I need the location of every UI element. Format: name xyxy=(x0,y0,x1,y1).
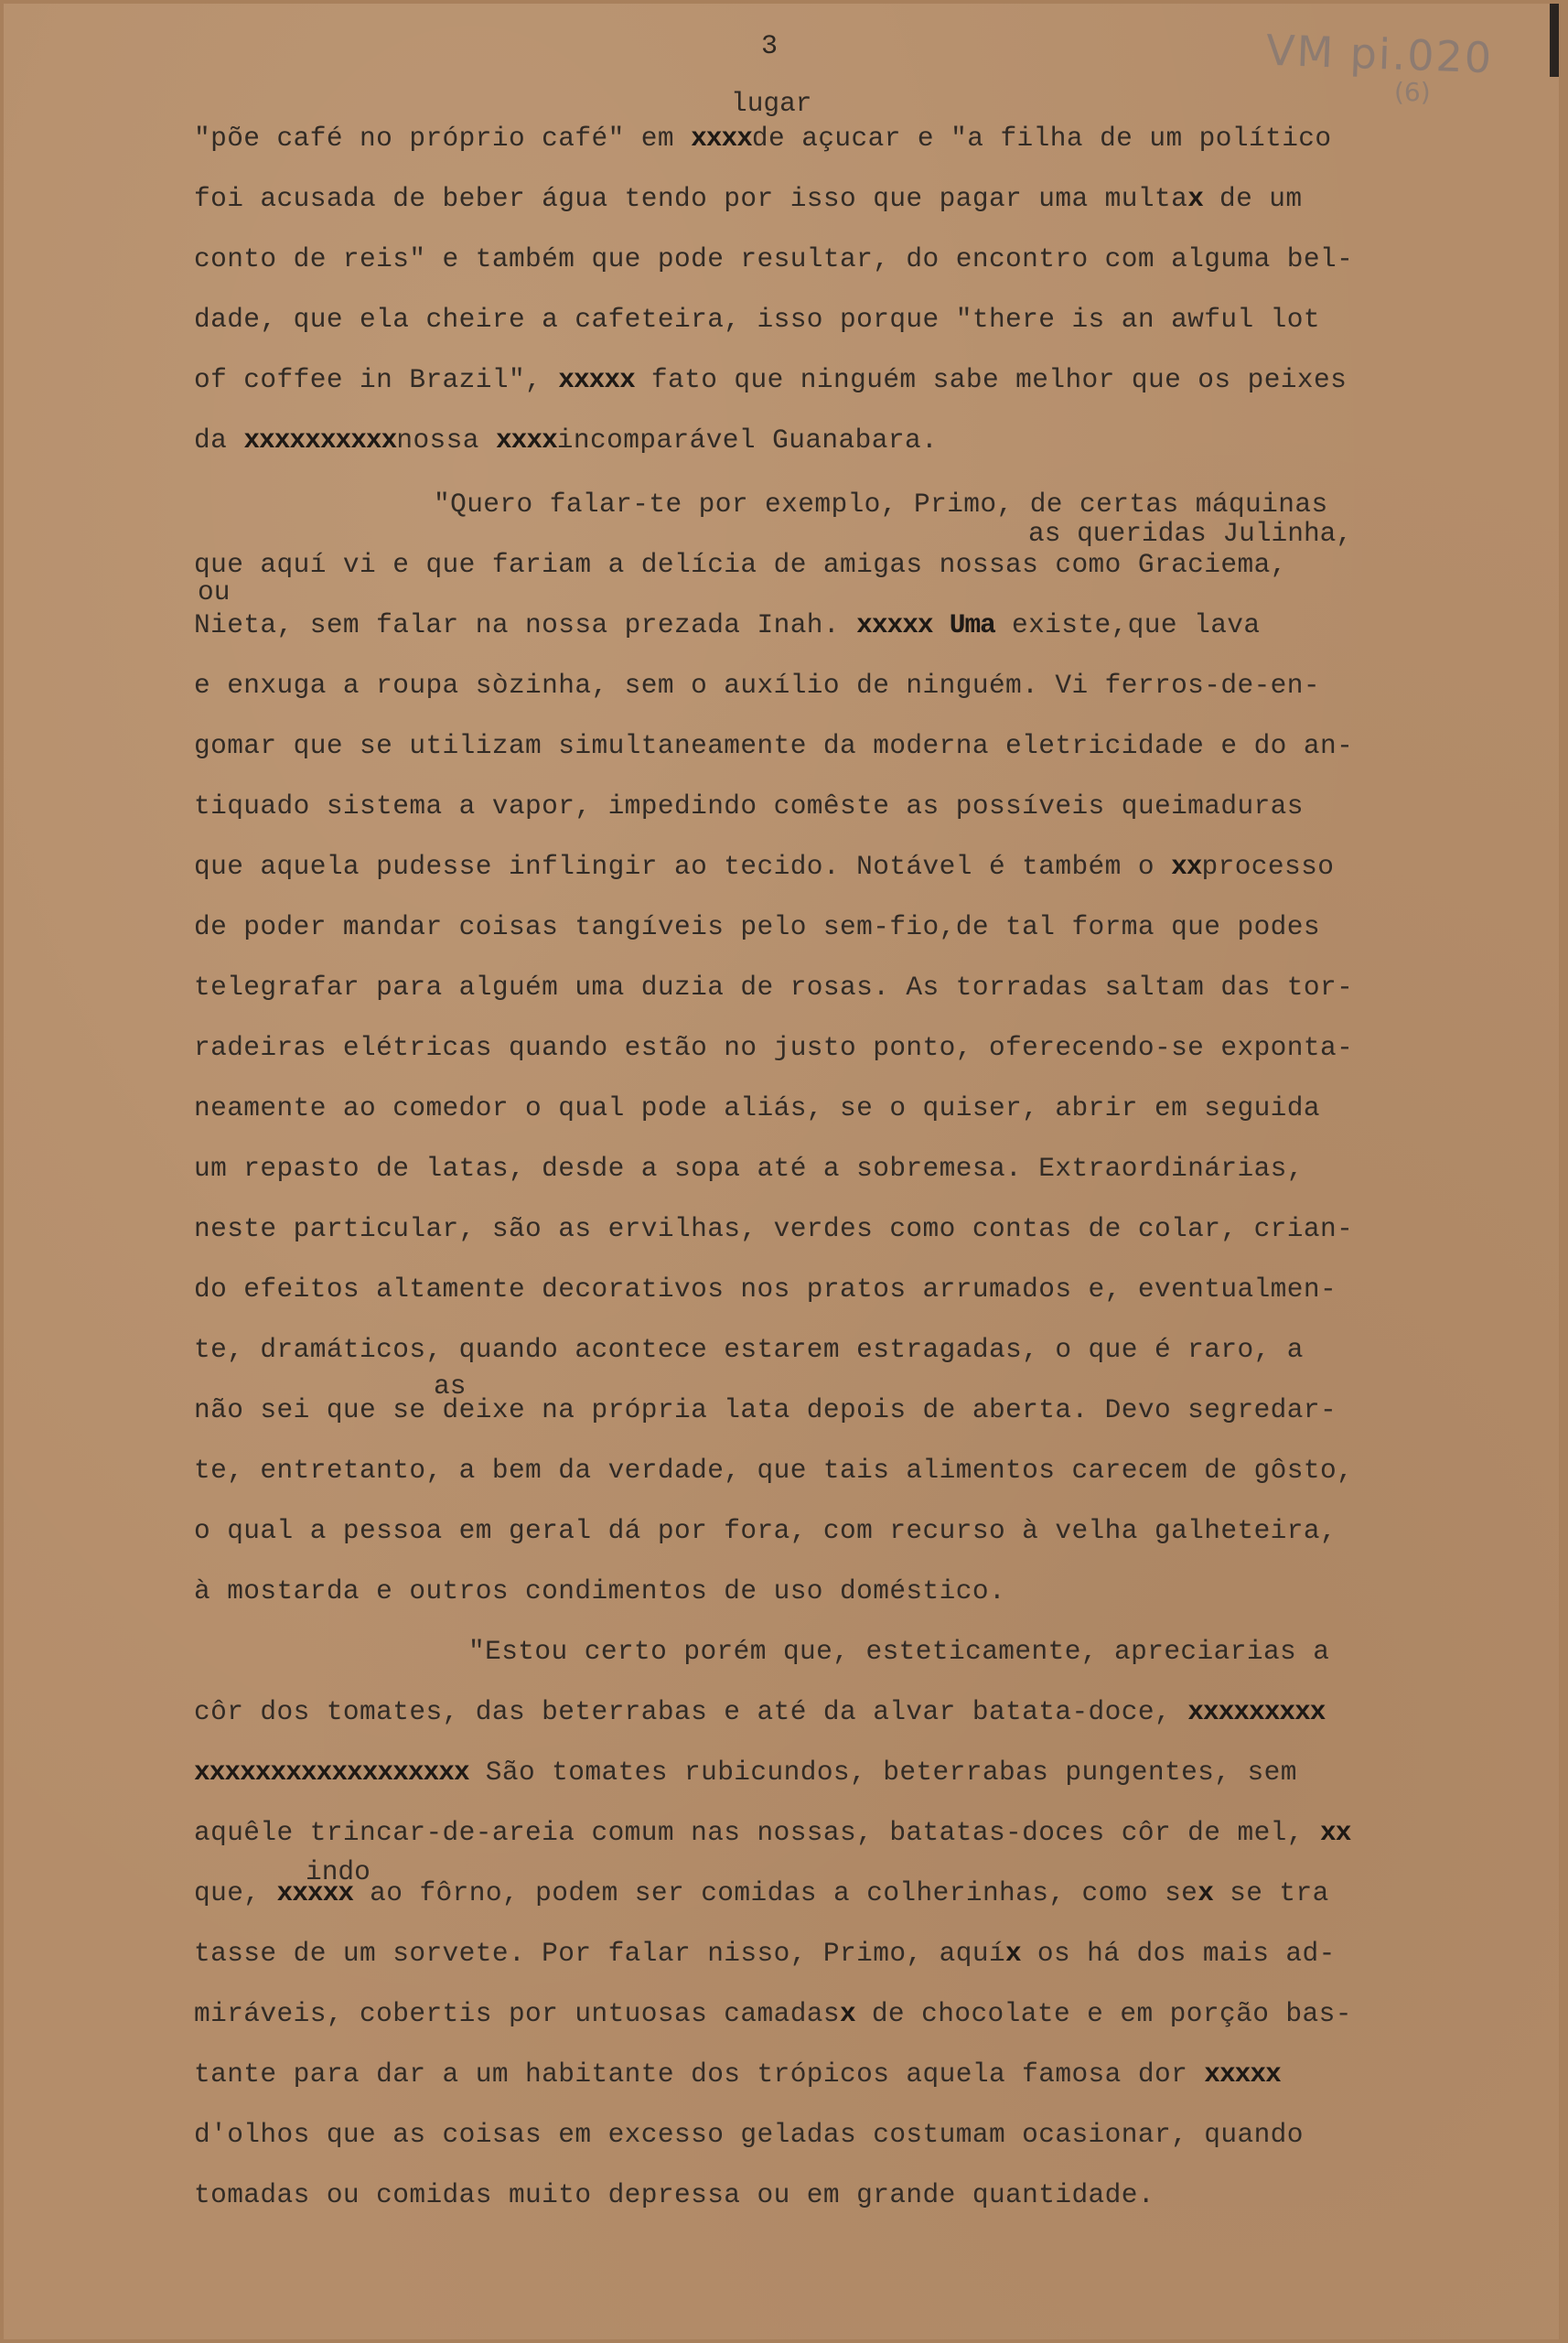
text-segment: de um xyxy=(1202,183,1303,214)
archive-reference-sub: (6) xyxy=(1394,77,1431,107)
struck-out-text: xxxxxxxxxx xyxy=(243,425,397,456)
struck-out-text: x xyxy=(840,1998,855,2029)
struck-out-text: xxxxx xyxy=(276,1877,354,1908)
text-line xyxy=(194,2119,1304,2150)
text-segment: neamente ao comedor o qual pode aliás, se o quiser, abrir em seguida xyxy=(194,1092,1320,1123)
text-line xyxy=(194,1455,1353,1486)
text-segment: of coffee in Brazil", xyxy=(194,364,559,395)
text-segment: miráveis, cobertis por untuosas camadas xyxy=(194,1998,841,2029)
text-line xyxy=(194,549,1287,580)
text-line xyxy=(194,1998,1352,2029)
text-line xyxy=(194,670,1320,701)
struck-out-text: xxxxxxxxx xyxy=(1187,1696,1326,1727)
text-segment: de açucar e "a filha de um político xyxy=(751,123,1332,154)
text-segment: do efeitos altamente decorativos nos pratos arrumados e, eventualmen- xyxy=(194,1274,1337,1305)
text-segment: que aquí vi e que fariam a delícia de amigas nossas como Graciema, xyxy=(194,549,1287,580)
text-segment: conto de reis" e também que pode resultar, do encontro com alguma bel- xyxy=(194,243,1354,274)
struck-out-text: x xyxy=(1187,183,1203,214)
text-segment: não sei que se deixe na própria lata depois de aberta. Devo segredar- xyxy=(194,1394,1337,1425)
text-line xyxy=(194,1153,1304,1184)
struck-out-text: xxxxx xyxy=(1204,2058,1281,2090)
text-segment: à mostarda e outros condimentos de uso doméstico. xyxy=(194,1575,1006,1607)
text-segment: d'olhos que as coisas em excesso geladas costumam ocasionar, quando xyxy=(194,2119,1304,2150)
text-segment: os há dos mais ad- xyxy=(1020,1938,1336,1969)
struck-out-text: x xyxy=(1197,1877,1213,1908)
text-line xyxy=(194,1274,1337,1305)
text-segment: processo xyxy=(1201,851,1335,882)
text-line xyxy=(194,1394,1337,1425)
page-edge-shadow xyxy=(1550,4,1559,77)
text-segment: que aquela pudesse inflingir ao tecido. Notável é também o xyxy=(194,851,1172,882)
text-segment: ao fôrno, podem ser comidas a colherinhas, como se xyxy=(353,1877,1198,1908)
text-line xyxy=(194,304,1320,335)
text-line xyxy=(194,1696,1326,1727)
insertion-indo: indo xyxy=(306,1856,371,1887)
struck-out-text: Uma xyxy=(949,609,995,640)
text-segment: que, xyxy=(194,1877,277,1908)
text-line xyxy=(194,1938,1336,1969)
text-line xyxy=(194,123,1332,154)
text-segment: "Estou certo porém que, esteticamente, apreciarias a xyxy=(468,1636,1330,1667)
archive-reference-mark: VM pi.020 xyxy=(1265,25,1495,83)
text-segment: te, entretanto, a bem da verdade, que tais alimentos carecem de gôsto, xyxy=(194,1455,1354,1486)
text-line xyxy=(194,1817,1350,1848)
text-segment: tasse de um sorvete. Por falar nisso, Primo, aquí xyxy=(194,1938,1006,1969)
text-line xyxy=(194,1757,1297,1788)
text-segment: gomar que se utilizam simultaneamente da moderna eletricidade e do an- xyxy=(194,730,1354,761)
text-line xyxy=(194,609,1261,640)
text-segment: "Quero falar-te por exemplo, Primo, de certas máquinas xyxy=(434,489,1328,520)
text-segment: se tra xyxy=(1212,1877,1329,1908)
struck-out-text: xxxx xyxy=(691,123,752,154)
text-line xyxy=(194,364,1347,395)
text-segment: nossa xyxy=(396,425,496,456)
insertion-ou: ou xyxy=(198,576,231,607)
text-segment: da xyxy=(194,425,244,456)
struck-out-text: x xyxy=(1005,1938,1021,1969)
text-line xyxy=(194,1515,1337,1546)
struck-out-text: xxxxxxxxxxxxxxxxxx xyxy=(194,1757,469,1788)
text-line xyxy=(194,1032,1353,1063)
text-segment: dade, que ela cheire a cafeteira, isso porque "there is an awful lot xyxy=(194,304,1320,335)
text-line xyxy=(194,183,1303,214)
page-number: 3 xyxy=(761,31,779,62)
text-segment: e enxuga a roupa sòzinha, sem o auxílio de ninguém. Vi ferros-de-en- xyxy=(194,670,1320,701)
struck-out-text: xxxxx xyxy=(856,609,933,640)
typewritten-page xyxy=(4,4,1559,2339)
text-line xyxy=(194,425,938,456)
text-segment: "põe café no próprio café" em xyxy=(194,123,692,154)
text-segment: o qual a pessoa em geral dá por fora, com recurso à velha galheteira, xyxy=(194,1515,1337,1546)
text-segment: radeiras elétricas quando estão no justo ponto, oferecendo-se exponta- xyxy=(194,1032,1354,1063)
text-line xyxy=(194,730,1353,761)
text-line xyxy=(194,1213,1353,1244)
text-line xyxy=(194,972,1353,1003)
text-segment: côr dos tomates, das beterrabas e até da alvar batata-doce, xyxy=(194,1696,1188,1727)
text-segment: telegrafar para alguém uma duzia de rosas. As torradas saltam das tor- xyxy=(194,972,1354,1003)
struck-out-text: xxxx xyxy=(495,425,557,456)
text-line xyxy=(194,1092,1320,1123)
text-line xyxy=(194,911,1320,942)
insertion-as: as xyxy=(434,1370,467,1402)
text-segment: existe,que lava xyxy=(994,609,1261,640)
text-segment: São tomates rubicundos, beterrabas pungentes, sem xyxy=(468,1757,1297,1788)
text-segment: neste particular, são as ervilhas, verdes como contas de colar, crian- xyxy=(194,1213,1354,1244)
text-line xyxy=(434,489,1328,520)
text-segment: tomadas ou comidas muito depressa ou em grande quantidade. xyxy=(194,2179,1155,2210)
text-line xyxy=(194,2179,1155,2210)
text-segment: de poder mandar coisas tangíveis pelo sem-fio,de tal forma que podes xyxy=(194,911,1320,942)
text-line xyxy=(468,1636,1329,1667)
text-segment: Nieta, sem falar na nossa prezada Inah. xyxy=(194,609,857,640)
text-line xyxy=(194,790,1304,822)
text-line xyxy=(194,2058,1281,2090)
text-segment: tiquado sistema a vapor, impedindo comêste as possíveis queimaduras xyxy=(194,790,1304,822)
text-segment: de chocolate e em porção bas- xyxy=(854,1998,1352,2029)
text-line xyxy=(194,243,1353,274)
text-segment: incomparável Guanabara. xyxy=(556,425,939,456)
struck-out-text: xx xyxy=(1320,1817,1351,1848)
text-segment: te, dramáticos, quando acontece estarem estragadas, o que é raro, a xyxy=(194,1334,1304,1365)
struck-out-text: xxxxx xyxy=(558,364,635,395)
text-line xyxy=(194,1575,1005,1607)
insertion-queridas: as queridas Julinha, xyxy=(1028,518,1353,549)
text-segment: foi acusada de beber água tendo por isso que pagar uma multa xyxy=(194,183,1188,214)
struck-out-text: xx xyxy=(1171,851,1202,882)
text-segment: tante para dar a um habitante dos trópicos aquela famosa dor xyxy=(194,2058,1205,2090)
text-segment: aquêle trincar-de-areia comum nas nossas, batatas-doces côr de mel, xyxy=(194,1817,1320,1848)
text-line xyxy=(194,851,1334,882)
text-line xyxy=(194,1334,1304,1365)
insertion-lugar: lugar xyxy=(731,88,812,119)
text-segment: fato que ninguém sabe melhor que os peixes xyxy=(634,364,1348,395)
text-line xyxy=(194,1877,1329,1908)
text-segment: um repasto de latas, desde a sopa até a sobremesa. Extraordinárias, xyxy=(194,1153,1304,1184)
text-segment xyxy=(933,609,950,640)
